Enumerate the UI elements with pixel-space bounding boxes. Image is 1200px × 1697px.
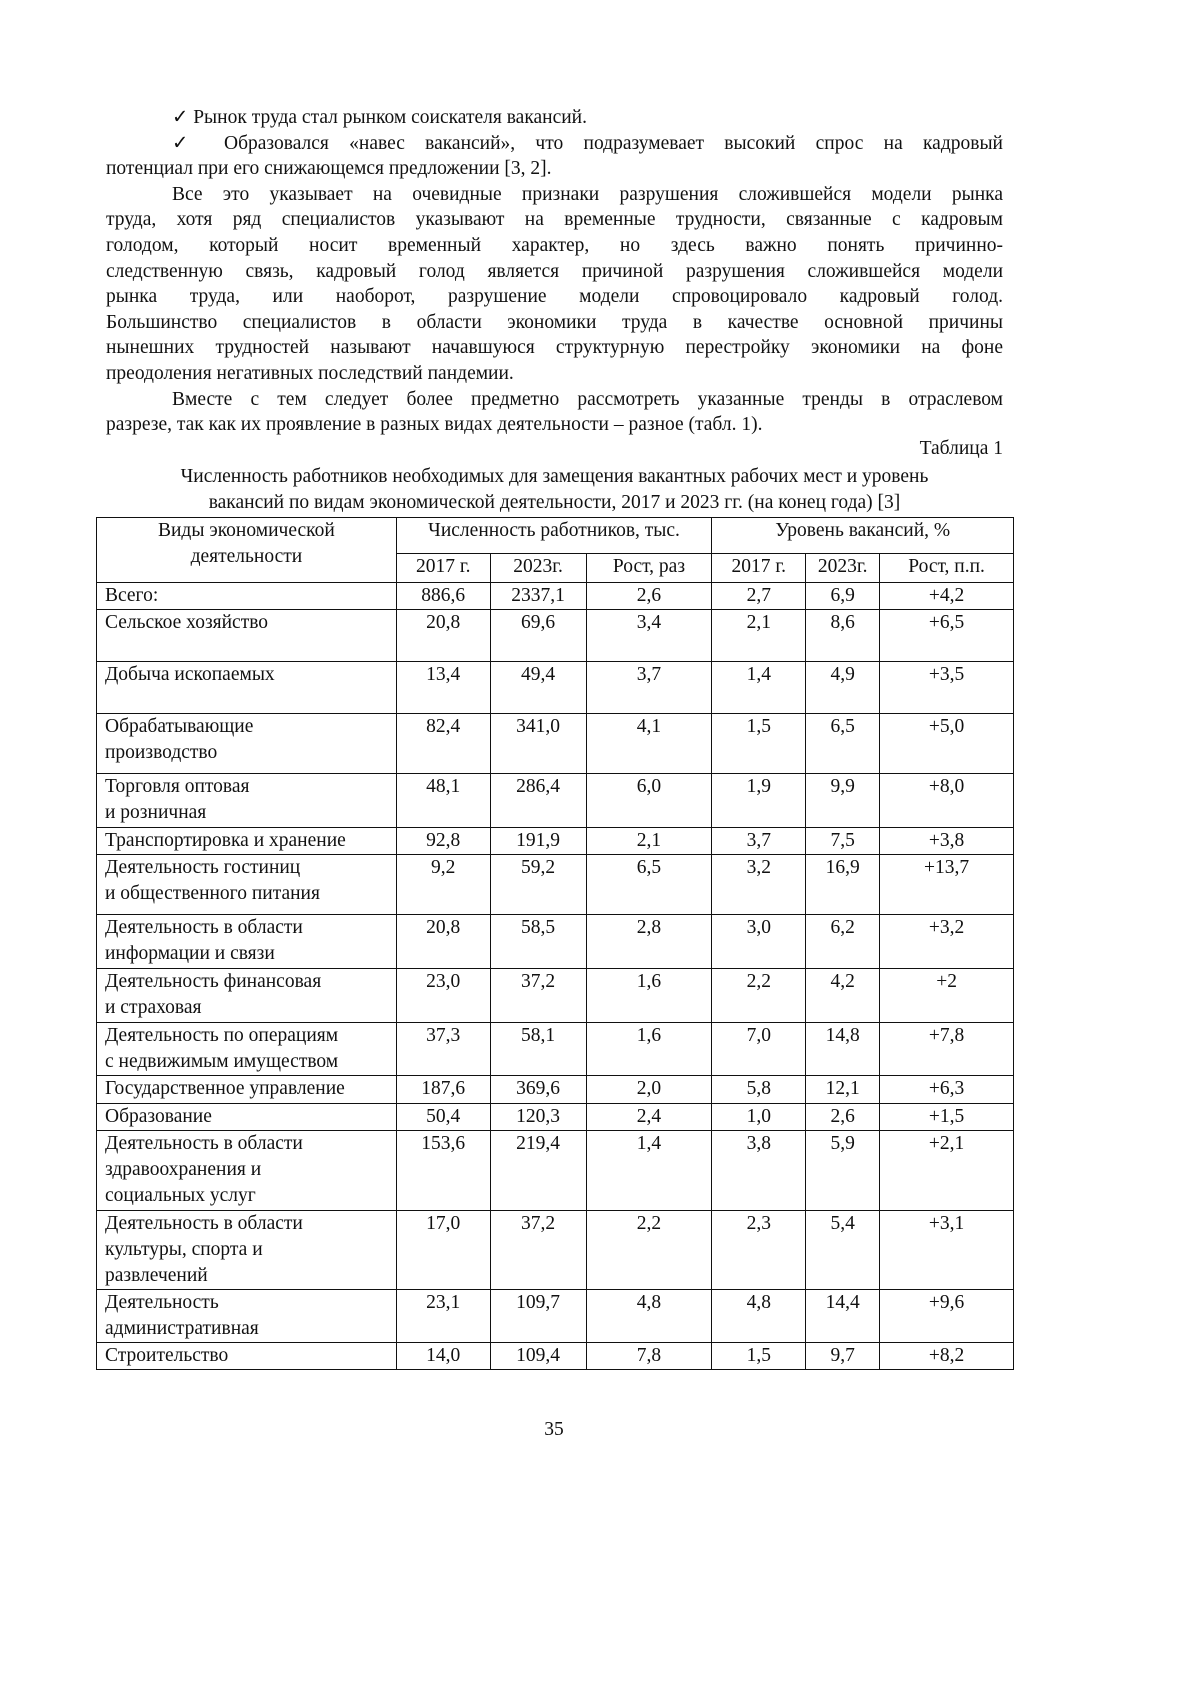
activity-name-line: производство xyxy=(105,740,396,766)
value-cell: 49,4 xyxy=(490,662,586,714)
value-cell: 92,8 xyxy=(396,828,490,855)
table-caption-line: Численность работников необходимых для замещения вакантных рабочих мест и уровень xyxy=(96,464,1013,490)
activity-name-line: Сельское хозяйство xyxy=(105,610,396,636)
value-cell: +3,8 xyxy=(880,828,1014,855)
value-cell: 2,7 xyxy=(712,583,806,610)
table-row xyxy=(97,1023,1014,1076)
subheader-cell: Рост, раз xyxy=(586,554,712,583)
value-cell: 3,7 xyxy=(586,662,712,714)
table-number: Таблица 1 xyxy=(920,438,1003,460)
value-cell: 48,1 xyxy=(396,774,490,828)
activity-name-line: Строительство xyxy=(105,1343,396,1369)
value-cell: 14,8 xyxy=(806,1023,880,1076)
activity-name xyxy=(97,1104,397,1131)
data-table xyxy=(96,517,1014,1370)
activity-name-line: развлечений xyxy=(105,1263,396,1289)
value-cell: 2,0 xyxy=(586,1076,712,1104)
value-cell: 69,6 xyxy=(490,610,586,662)
value-cell: 8,6 xyxy=(806,610,880,662)
value-cell: +4,2 xyxy=(880,583,1014,610)
value-cell: 37,3 xyxy=(396,1023,490,1076)
subheader-cell: 2017 г. xyxy=(396,554,490,583)
value-cell: +3,5 xyxy=(880,662,1014,714)
value-cell: 13,4 xyxy=(396,662,490,714)
activity-name xyxy=(97,1343,397,1370)
table-row xyxy=(97,583,1014,610)
value-cell: 7,0 xyxy=(712,1023,806,1076)
value-cell: 58,1 xyxy=(490,1023,586,1076)
value-cell: 3,0 xyxy=(712,915,806,969)
table-row xyxy=(97,610,1014,662)
activity-name-line: Деятельность гостиниц xyxy=(105,855,396,881)
value-cell: 341,0 xyxy=(490,714,586,774)
value-cell: +1,5 xyxy=(880,1104,1014,1131)
header-activity: Виды экономической деятельности xyxy=(97,518,397,583)
value-cell: 187,6 xyxy=(396,1076,490,1104)
value-cell: 4,2 xyxy=(806,969,880,1023)
value-cell: 14,4 xyxy=(806,1290,880,1343)
value-cell: 1,5 xyxy=(712,714,806,774)
table-row xyxy=(97,969,1014,1023)
value-cell: 9,9 xyxy=(806,774,880,828)
text-line: нынешних трудностей называют начавшуюся структурную перестройку экономики на фоне xyxy=(106,335,1003,361)
text-line: потенциал при его снижающемся предложении [3, 2]. xyxy=(106,156,1003,182)
text-line: Большинство специалистов в области экономики труда в качестве основной причины xyxy=(106,310,1003,336)
value-cell: 4,1 xyxy=(586,714,712,774)
value-cell: 6,2 xyxy=(806,915,880,969)
value-cell: 2,6 xyxy=(806,1104,880,1131)
value-cell: 2,8 xyxy=(586,915,712,969)
table-row xyxy=(97,1076,1014,1104)
activity-name xyxy=(97,828,397,855)
value-cell: 153,6 xyxy=(396,1131,490,1211)
activity-name xyxy=(97,1211,397,1290)
activity-name-line: и общественного питания xyxy=(105,881,396,907)
value-cell: 59,2 xyxy=(490,855,586,915)
body-text xyxy=(106,105,1003,438)
value-cell: +6,5 xyxy=(880,610,1014,662)
subheader-cell: 2023г. xyxy=(806,554,880,583)
activity-name-line: Деятельность в области xyxy=(105,915,396,941)
value-cell: 191,9 xyxy=(490,828,586,855)
activity-name-line: Деятельность по операциям xyxy=(105,1023,396,1049)
table-row xyxy=(97,1343,1014,1370)
value-cell: 2,2 xyxy=(586,1211,712,1290)
activity-name-line: Деятельность xyxy=(105,1290,396,1316)
text-line: следственную связь, кадровый голод является причиной разрушения сложившейся модели xyxy=(106,259,1003,285)
activity-name-line: культуры, спорта и xyxy=(105,1237,396,1263)
value-cell: 23,1 xyxy=(396,1290,490,1343)
value-cell: 58,5 xyxy=(490,915,586,969)
header-workers: Численность работников, тыс. xyxy=(396,518,712,554)
value-cell: 3,8 xyxy=(712,1131,806,1211)
value-cell: 4,8 xyxy=(712,1290,806,1343)
text-line: преодоления негативных последствий пандемии. xyxy=(106,361,1003,387)
paragraph xyxy=(106,105,1003,131)
table-row xyxy=(97,828,1014,855)
value-cell: 17,0 xyxy=(396,1211,490,1290)
page-number: 35 xyxy=(0,1419,1108,1441)
value-cell: 37,2 xyxy=(490,969,586,1023)
value-cell: 1,9 xyxy=(712,774,806,828)
table-row xyxy=(97,1131,1014,1211)
value-cell: 7,8 xyxy=(586,1343,712,1370)
value-cell: 4,9 xyxy=(806,662,880,714)
value-cell: 2,3 xyxy=(712,1211,806,1290)
value-cell: 120,3 xyxy=(490,1104,586,1131)
text-line: ✓ Рынок труда стал рынком соискателя вакансий. xyxy=(106,105,1003,131)
table-caption-line: вакансий по видам экономической деятельности, 2017 и 2023 гг. (на конец года) [3] xyxy=(96,490,1013,516)
activity-name-line: с недвижимым имуществом xyxy=(105,1049,396,1075)
value-cell: 82,4 xyxy=(396,714,490,774)
value-cell: 1,4 xyxy=(586,1131,712,1211)
value-cell: +6,3 xyxy=(880,1076,1014,1104)
text-line: разрезе, так как их проявление в разных видах деятельности – разное (табл. 1). xyxy=(106,412,1003,438)
value-cell: 369,6 xyxy=(490,1076,586,1104)
value-cell: 6,0 xyxy=(586,774,712,828)
value-cell: 1,6 xyxy=(586,1023,712,1076)
value-cell: 1,6 xyxy=(586,969,712,1023)
value-cell: 109,7 xyxy=(490,1290,586,1343)
activity-name-line: информации и связи xyxy=(105,941,396,967)
value-cell: 3,7 xyxy=(712,828,806,855)
activity-name xyxy=(97,915,397,969)
value-cell: 3,2 xyxy=(712,855,806,915)
value-cell: 5,4 xyxy=(806,1211,880,1290)
value-cell: 12,1 xyxy=(806,1076,880,1104)
text-line: труда, хотя ряд специалистов указывают на временные трудности, связанные с кадровым xyxy=(106,207,1003,233)
table-row xyxy=(97,1290,1014,1343)
table-row xyxy=(97,1211,1014,1290)
subheader-cell: 2023г. xyxy=(490,554,586,583)
activity-name-line: социальных услуг xyxy=(105,1183,396,1209)
activity-name xyxy=(97,662,397,714)
paragraph xyxy=(106,387,1003,438)
activity-name-line: здравоохранения и xyxy=(105,1157,396,1183)
activity-name xyxy=(97,855,397,915)
value-cell: 23,0 xyxy=(396,969,490,1023)
table-caption xyxy=(96,464,1013,515)
value-cell: 886,6 xyxy=(396,583,490,610)
value-cell: 1,0 xyxy=(712,1104,806,1131)
value-cell: 1,4 xyxy=(712,662,806,714)
activity-name xyxy=(97,1076,397,1104)
text-line: ✓ Образовался «навес вакансий», что подразумевает высокий спрос на кадровый xyxy=(106,131,1003,157)
header-vacancy-level: Уровень вакансий, % xyxy=(712,518,1014,554)
value-cell: 50,4 xyxy=(396,1104,490,1131)
activity-name xyxy=(97,1023,397,1076)
value-cell: 5,9 xyxy=(806,1131,880,1211)
table-row xyxy=(97,1104,1014,1131)
value-cell: 7,5 xyxy=(806,828,880,855)
value-cell: 3,4 xyxy=(586,610,712,662)
value-cell: 2,1 xyxy=(586,828,712,855)
value-cell: 4,8 xyxy=(586,1290,712,1343)
value-cell: 2,4 xyxy=(586,1104,712,1131)
value-cell: +8,2 xyxy=(880,1343,1014,1370)
activity-name-line: Торговля оптовая xyxy=(105,774,396,800)
value-cell: +3,2 xyxy=(880,915,1014,969)
value-cell: 2,2 xyxy=(712,969,806,1023)
subheader-cell: 2017 г. xyxy=(712,554,806,583)
value-cell: 5,8 xyxy=(712,1076,806,1104)
value-cell: +9,6 xyxy=(880,1290,1014,1343)
value-cell: 286,4 xyxy=(490,774,586,828)
activity-name xyxy=(97,610,397,662)
value-cell: 16,9 xyxy=(806,855,880,915)
activity-name-line: Деятельность в области xyxy=(105,1131,396,1157)
value-cell: +7,8 xyxy=(880,1023,1014,1076)
paragraph xyxy=(106,131,1003,182)
table-row xyxy=(97,915,1014,969)
value-cell: 219,4 xyxy=(490,1131,586,1211)
value-cell: +8,0 xyxy=(880,774,1014,828)
activity-name-line: Всего: xyxy=(105,583,396,609)
activity-name-line: Деятельность финансовая xyxy=(105,969,396,995)
text-line: голодом, который носит временный характер, но здесь важно понять причинно- xyxy=(106,233,1003,259)
value-cell: +5,0 xyxy=(880,714,1014,774)
value-cell: +3,1 xyxy=(880,1211,1014,1290)
table-row xyxy=(97,662,1014,714)
text-line: рынка труда, или наоборот, разрушение модели спровоцировало кадровый голод. xyxy=(106,284,1003,310)
table-row xyxy=(97,714,1014,774)
value-cell: 37,2 xyxy=(490,1211,586,1290)
value-cell: 20,8 xyxy=(396,915,490,969)
activity-name-line: Обрабатывающие xyxy=(105,714,396,740)
text-line: Все это указывает на очевидные признаки разрушения сложившейся модели рынка xyxy=(106,182,1003,208)
activity-name xyxy=(97,714,397,774)
value-cell: 2,6 xyxy=(586,583,712,610)
value-cell: 1,5 xyxy=(712,1343,806,1370)
value-cell: 2337,1 xyxy=(490,583,586,610)
activity-name-line: Образование xyxy=(105,1104,396,1130)
activity-name-line: Добыча ископаемых xyxy=(105,662,396,688)
value-cell: 109,4 xyxy=(490,1343,586,1370)
value-cell: 2,1 xyxy=(712,610,806,662)
value-cell: 9,7 xyxy=(806,1343,880,1370)
activity-name-line: административная xyxy=(105,1316,396,1342)
activity-name-line: и розничная xyxy=(105,800,396,826)
value-cell: 9,2 xyxy=(396,855,490,915)
text-line: Вместе с тем следует более предметно рассмотреть указанные тренды в отраслевом xyxy=(106,387,1003,413)
value-cell: +2,1 xyxy=(880,1131,1014,1211)
value-cell: 6,5 xyxy=(586,855,712,915)
value-cell: 14,0 xyxy=(396,1343,490,1370)
activity-name xyxy=(97,583,397,610)
activity-name-line: и страховая xyxy=(105,995,396,1021)
activity-name-line: Транспортировка и хранение xyxy=(105,828,396,854)
paragraph xyxy=(106,182,1003,387)
value-cell: +13,7 xyxy=(880,855,1014,915)
value-cell: +2 xyxy=(880,969,1014,1023)
activity-name-line: Государственное управление xyxy=(105,1076,396,1102)
subheader-cell: Рост, п.п. xyxy=(880,554,1014,583)
value-cell: 20,8 xyxy=(396,610,490,662)
value-cell: 6,9 xyxy=(806,583,880,610)
table-row xyxy=(97,774,1014,828)
table-row xyxy=(97,855,1014,915)
value-cell: 6,5 xyxy=(806,714,880,774)
activity-name xyxy=(97,1131,397,1211)
activity-name xyxy=(97,774,397,828)
activity-name xyxy=(97,1290,397,1343)
activity-name-line: Деятельность в области xyxy=(105,1211,396,1237)
activity-name xyxy=(97,969,397,1023)
